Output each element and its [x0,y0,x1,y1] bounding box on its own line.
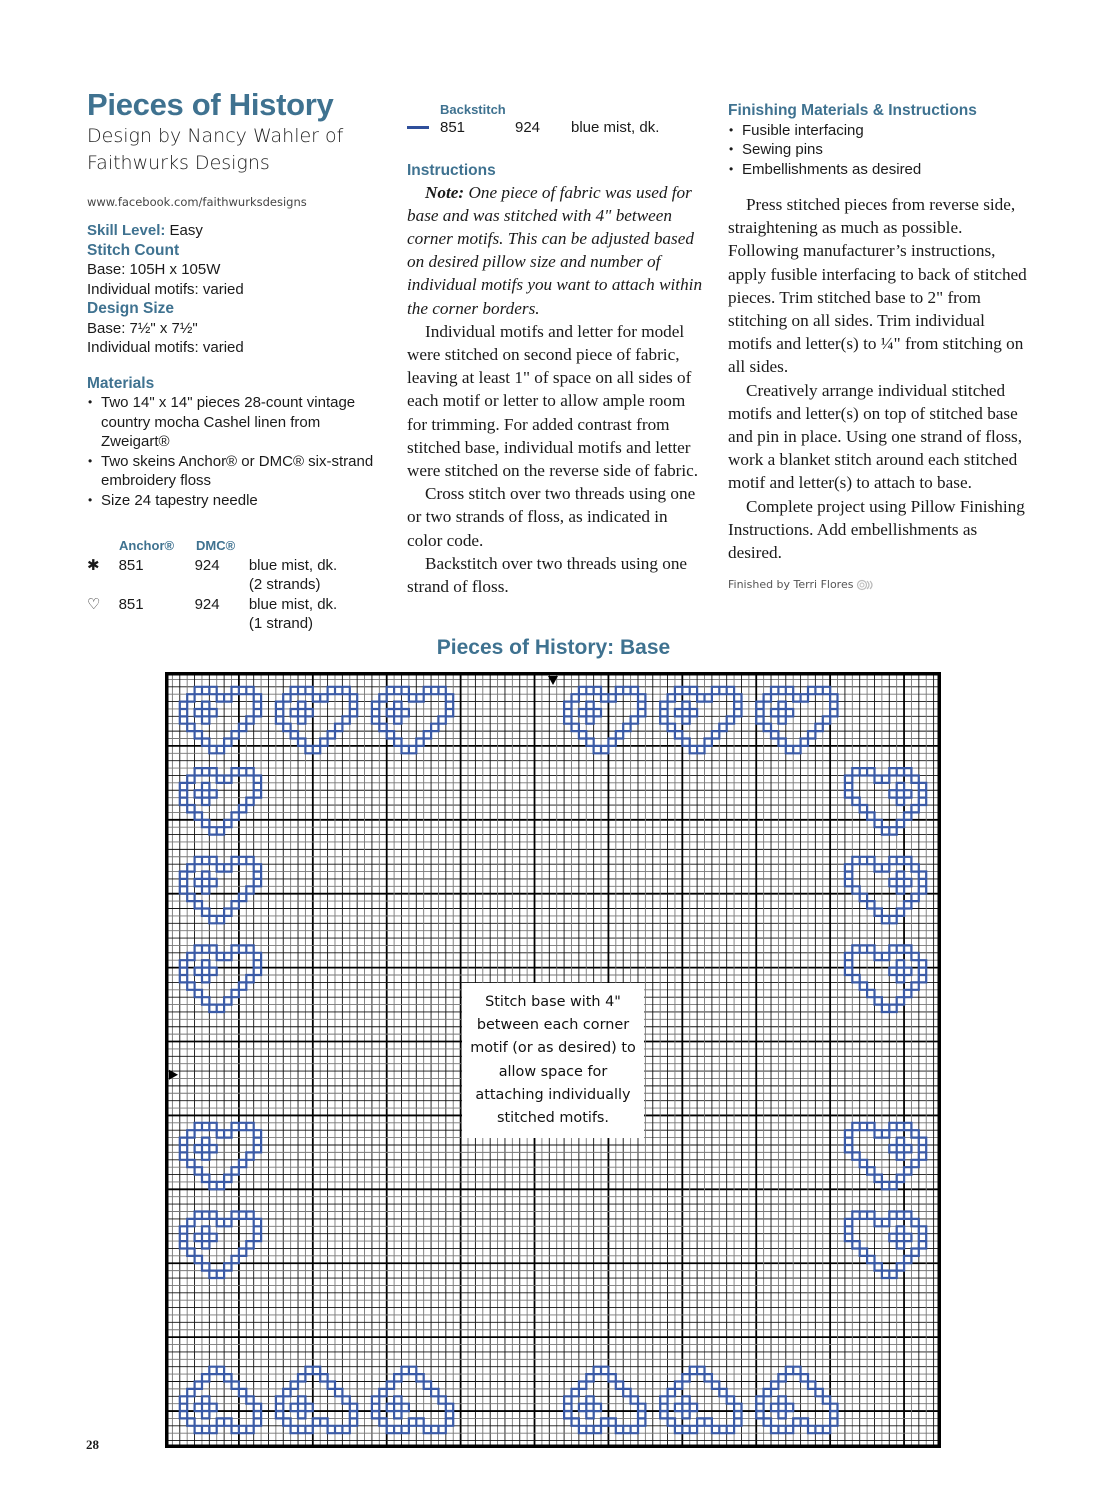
dmc-number: 924 [194,595,220,613]
materials-item: • Size 24 tapestry needle [87,491,387,511]
finishing-paragraph: Creatively arrange individual stitched motifs and letter(s) on top of stitched base and pin in place. Using one strand of floss, work a blanket stitch around each stitched motif and letter(s) to attach to base. [728,380,1023,493]
materials-heading: Materials [87,374,155,392]
specs-block [87,221,387,358]
color-key-row [87,556,387,595]
color-key-header [87,536,387,556]
materials-item: • Two 14" x 14" pieces 28-count vintage country mocha Cashel linen from Zweigart® [87,393,387,452]
stitch-count-heading: Stitch Count [87,241,180,259]
heart-symbol-icon: ♡ [87,595,101,613]
instructions-body [407,181,707,599]
finishing-body [728,193,1028,564]
finishing-paragraph: Complete project using Pillow Finishing Instructions. Add embellishments as desired. [728,496,1025,563]
note-text: One piece of fabric was used for base and was stitched with 4" between corner motifs. This can be adjusted based on desired pillow size and number of individual motifs you want to attach within the corner borders. [407,182,703,318]
chart-callout: Stitch base with 4" between each corner motif (or as desired) to allow space for attaching individually stitched motifs. [462,983,644,1138]
color-name: blue mist, dk. [571,119,660,136]
color-key [87,536,387,634]
anchor-column-header: Anchor® [119,538,175,553]
color-name: blue mist, dk. [248,595,338,613]
instructions-paragraph: Individual motifs and letter for model were stitched on second piece of fabric, leaving at least 1" of space on all sides of each motif or letter to allow ample room for trimming. For added contrast from stitched base, individual motifs and letter were stitched on the reverse side of fabric. [407,321,699,480]
color-key-row [87,595,387,634]
instructions-paragraph: Backstitch over two threads using one strand of floss. [407,553,688,596]
page-title: Pieces of History [87,87,334,122]
skill-level-value: Easy [169,222,203,239]
color-description [249,556,387,595]
asterisk-symbol-icon: ✱ [87,556,100,574]
instructions-paragraph: Cross stitch over two threads using one or two strands of floss, as indicated in color code. [407,484,696,550]
note-label: Note: [425,182,465,202]
left-column [87,88,387,634]
backstitch-line-icon [407,126,429,129]
color-description [249,595,387,634]
anchor-number: 851 [440,119,466,136]
materials-item: • Two skeins Anchor® or DMC® six-strand embroidery floss [87,452,387,491]
finishing-paragraph: Press stitched pieces from reverse side, straightening as much as possible. Following manufacturer’s instructions, apply fusible interfacing to back of stitched pieces. Trim stitched base to 2" from stitching on all sides. Trim individual motifs and letter(s) to ¼" from stitching on all sides. [728,195,1027,377]
strand-note: (1 strand) [248,615,314,632]
finishing-item: • Sewing pins [728,140,1028,160]
finishing-heading: Finishing Materials & Instructions [728,102,977,119]
middle-column [407,102,707,598]
backstitch-heading: Backstitch [440,102,506,117]
finishing-materials-list [728,121,1028,180]
spiral-logo-icon [856,579,876,591]
dmc-column-header: DMC® [196,538,236,553]
stitch-count-base: Base: 105H x 105W [87,261,221,278]
chart-title: Pieces of History: Base [436,636,671,659]
page-number: 28 [86,1437,99,1452]
byline-line-1: Design by Nancy Wahler of [87,125,344,147]
designer-byline [87,123,387,177]
designer-url[interactable]: www.facebook.com/faithwurksdesigns [87,195,307,209]
skill-level-label: Skill Level: [87,222,166,239]
skill-level [87,221,387,241]
dmc-number: 924 [194,556,220,574]
cross-stitch-chart [165,672,941,1448]
design-size-heading: Design Size [87,300,174,317]
anchor-number: 851 [118,595,144,613]
stitch-count-motifs: Individual motifs: varied [87,280,244,298]
materials-block [87,374,387,511]
design-size-base: Base: 7½" x 7½" [87,319,198,337]
finishing-item: • Embellishments as desired [728,160,1028,180]
anchor-number: 851 [118,556,144,574]
backstitch-row [407,118,707,137]
color-name: blue mist, dk. [248,556,338,574]
dmc-number: 924 [515,119,541,136]
finishing-item: • Fusible interfacing [728,121,1028,141]
instructions-heading: Instructions [407,162,496,179]
instructions-note [407,181,707,320]
credit-text: Finished by Terri Flores [728,578,854,592]
finisher-credit [728,578,1028,591]
right-column [728,101,1028,591]
strand-note: (2 strands) [248,576,321,593]
byline-line-2: Faithwurks Designs [87,152,270,174]
design-size-motifs: Individual motifs: varied [87,339,244,356]
materials-list [87,393,387,510]
